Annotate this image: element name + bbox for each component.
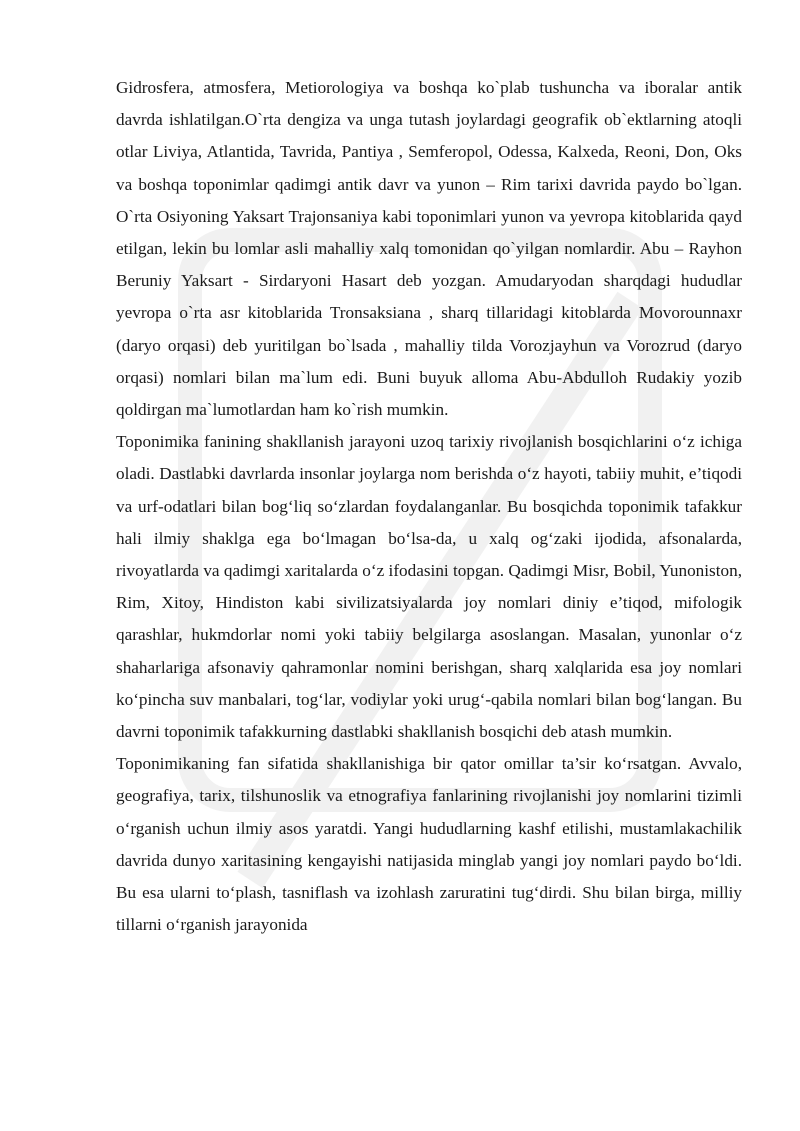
paragraph-toponimika-shakllanish: Toponimika fanining shakllanish jarayoni uzoq tarixiy rivojlanish bosqichlarini o‘z ichiga oladi. Dastlabki davrlarda insonlar joylarga nom berishda o‘z hayoti, tabiiy muhit, e’tiqodi va urf-odatlari bilan bog‘liq so‘zlardan foydalanganlar. Bu bosqichda toponimik tafakkur hali ilmiy shaklga ega bo‘lmagan bo‘lsa-da, u xalq og‘zaki ijodida, afsonalarda, rivoyatlarda va qadimgi xaritalarda o‘z ifodasini topgan. Qadimgi Misr, Bobil, Yunoniston, Rim, Xitoy, Hindiston kabi sivilizatsiyalarda joy nomlari diniy e’tiqod, mifologik qarashlar, hukmdorlar nomi yoki tabiiy belgilarga asoslangan. Masalan, yunonlar o‘z shaharlariga afsonaviy qahramonlar nomini berishgan, sharq xalqlarida esa joy nomlari ko‘pincha suv manbalari, tog‘lar, vodiylar yoki urug‘-qabila nomlari bilan bog‘langan. Bu davrni toponimik tafakkurning dastlabki shakllanish bosqichi deb atash mumkin.: [116, 432, 742, 742]
paragraph-antik-toponimlar: Gidrosfera, atmosfera, Metiorologiya va boshqa ko`plab tushuncha va iboralar antik davrda ishlatilgan.O`rta dengiza va unga tutash joylardagi geografik ob`ektlarning atoqli otlar Liviya, Atlantida, Tavrida, Pantiya , Semferopol, Odessa, Kalxeda, Reoni, Don, Oks va boshqa toponimlar qadimgi antik davr va yunon – Rim tarixi davrida paydo bo`lgan. O`rta Osiyoning Yaksart Trajonsaniya kabi toponimlari yunon va yevropa kitoblarida qayd etilgan, lekin bu lomlar asli mahalliy xalq tomonidan qo`yilgan nomlardir. Abu – Rayhon Beruniy Yaksart - Sirdaryoni Hasart deb yozgan. Amudaryodan sharqdagi hududlar yevropa o`rta asr kitoblarida Tronsaksiana , sharq tillaridagi kitoblarda Movorounnaxr (daryo orqasi) deb yuritilgan bo`lsada , mahalliy tilda Vorozjayhun va Vorozrud (daryo orqasi) nomlari bilan ma`lum edi. Buni buyuk alloma Abu-Abdulloh Rudakiy yozib qoldirgan ma`lumotlardan ham ko`rish mumkin.: [116, 78, 742, 420]
paragraph-toponimika-omillar: Toponimikaning fan sifatida shakllanishiga bir qator omillar ta’sir ko‘rsatgan. Avvalo, geografiya, tarix, tilshunoslik va etnografiya fanlarining rivojlanishi joy nomlarini tizimli o‘rganish uchun ilmiy asos yaratdi. Yangi hududlarning kashf etilishi, mustamlakachilik davrida dunyo xaritasining kengayishi natijasida minglab yangi joy nomlari paydo bo‘ldi. Bu esa ularni to‘plash, tasniflash va izohlash zaruratini tug‘dirdi. Shu bilan birga, milliy tillarni o‘rganish jarayonida: [116, 754, 742, 935]
document-body: [116, 72, 742, 941]
